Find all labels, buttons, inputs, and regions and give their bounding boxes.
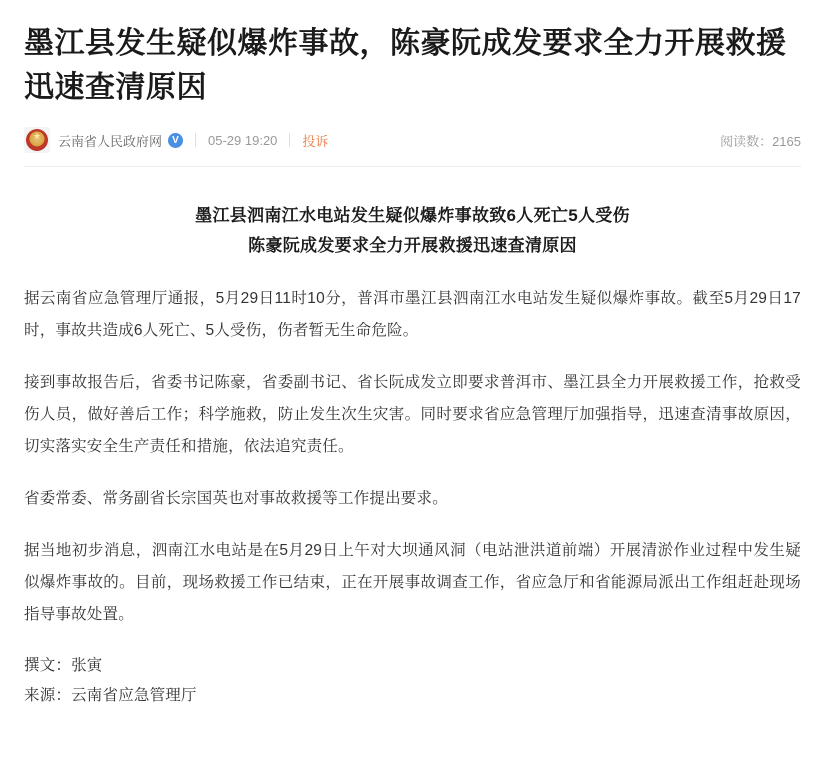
article-paragraph: 据当地初步消息，泗南江水电站是在5月29日上午对大坝通风洞（电站泄洪道前端）开展清淤作业过程中发生疑似爆炸事故的。目前，现场救援工作已结束，正在开展事故调查工作，省应急厅和省能源局派出工作组赶赴现场指导事故处置。 <box>24 542 801 623</box>
verified-check-icon: V <box>168 133 183 148</box>
article-paragraph: 省委常委、常务副省长宗国英也对事故救援等工作提出要求。 <box>24 490 448 507</box>
author-line: 撰文：张寅 <box>24 657 103 674</box>
read-count: 阅读数：2165 <box>720 133 801 149</box>
article-paragraph: 据云南省应急管理厅通报，5月29日11时10分，普洱市墨江县泗南江水电站发生疑似爆炸事故。截至5月29日17时，事故共造成6人死亡、5人受伤，伤者暂无生命危险。 <box>24 290 801 339</box>
page-title: 墨江县发生疑似爆炸事故，陈豪阮成发要求全力开展救援迅速查清原因 <box>24 27 787 104</box>
report-link[interactable]: 投诉 <box>302 133 329 149</box>
meta-divider <box>195 133 196 147</box>
article-meta-bar <box>24 120 801 160</box>
meta-separator <box>24 166 801 167</box>
national-emblem-icon <box>26 129 48 151</box>
meta-divider-2 <box>289 133 290 147</box>
source-logo-icon <box>24 127 50 153</box>
source-name[interactable]: 云南省人民政府网 <box>58 133 163 149</box>
subheading-2: 陈豪阮成发要求全力开展救援迅速查清原因 <box>248 236 577 255</box>
subheadings <box>24 201 801 261</box>
subheading-1: 墨江县泗南江水电站发生疑似爆炸事故致6人死亡5人受伤 <box>195 206 630 225</box>
article-body <box>24 283 801 711</box>
publish-date: 05-29 19:20 <box>208 132 278 148</box>
article-credits <box>24 651 801 711</box>
article-paragraph: 接到事故报告后，省委书记陈豪，省委副书记、省长阮成发立即要求普洱市、墨江县全力开展救援工作，抢救受伤人员，做好善后工作；科学施救，防止发生次生灾害。同时要求省应急管理厅加强指导，迅速查清事故原因，切实落实安全生产责任和措施，依法追究责任。 <box>24 374 801 455</box>
source-line: 来源：云南省应急管理厅 <box>24 687 197 704</box>
